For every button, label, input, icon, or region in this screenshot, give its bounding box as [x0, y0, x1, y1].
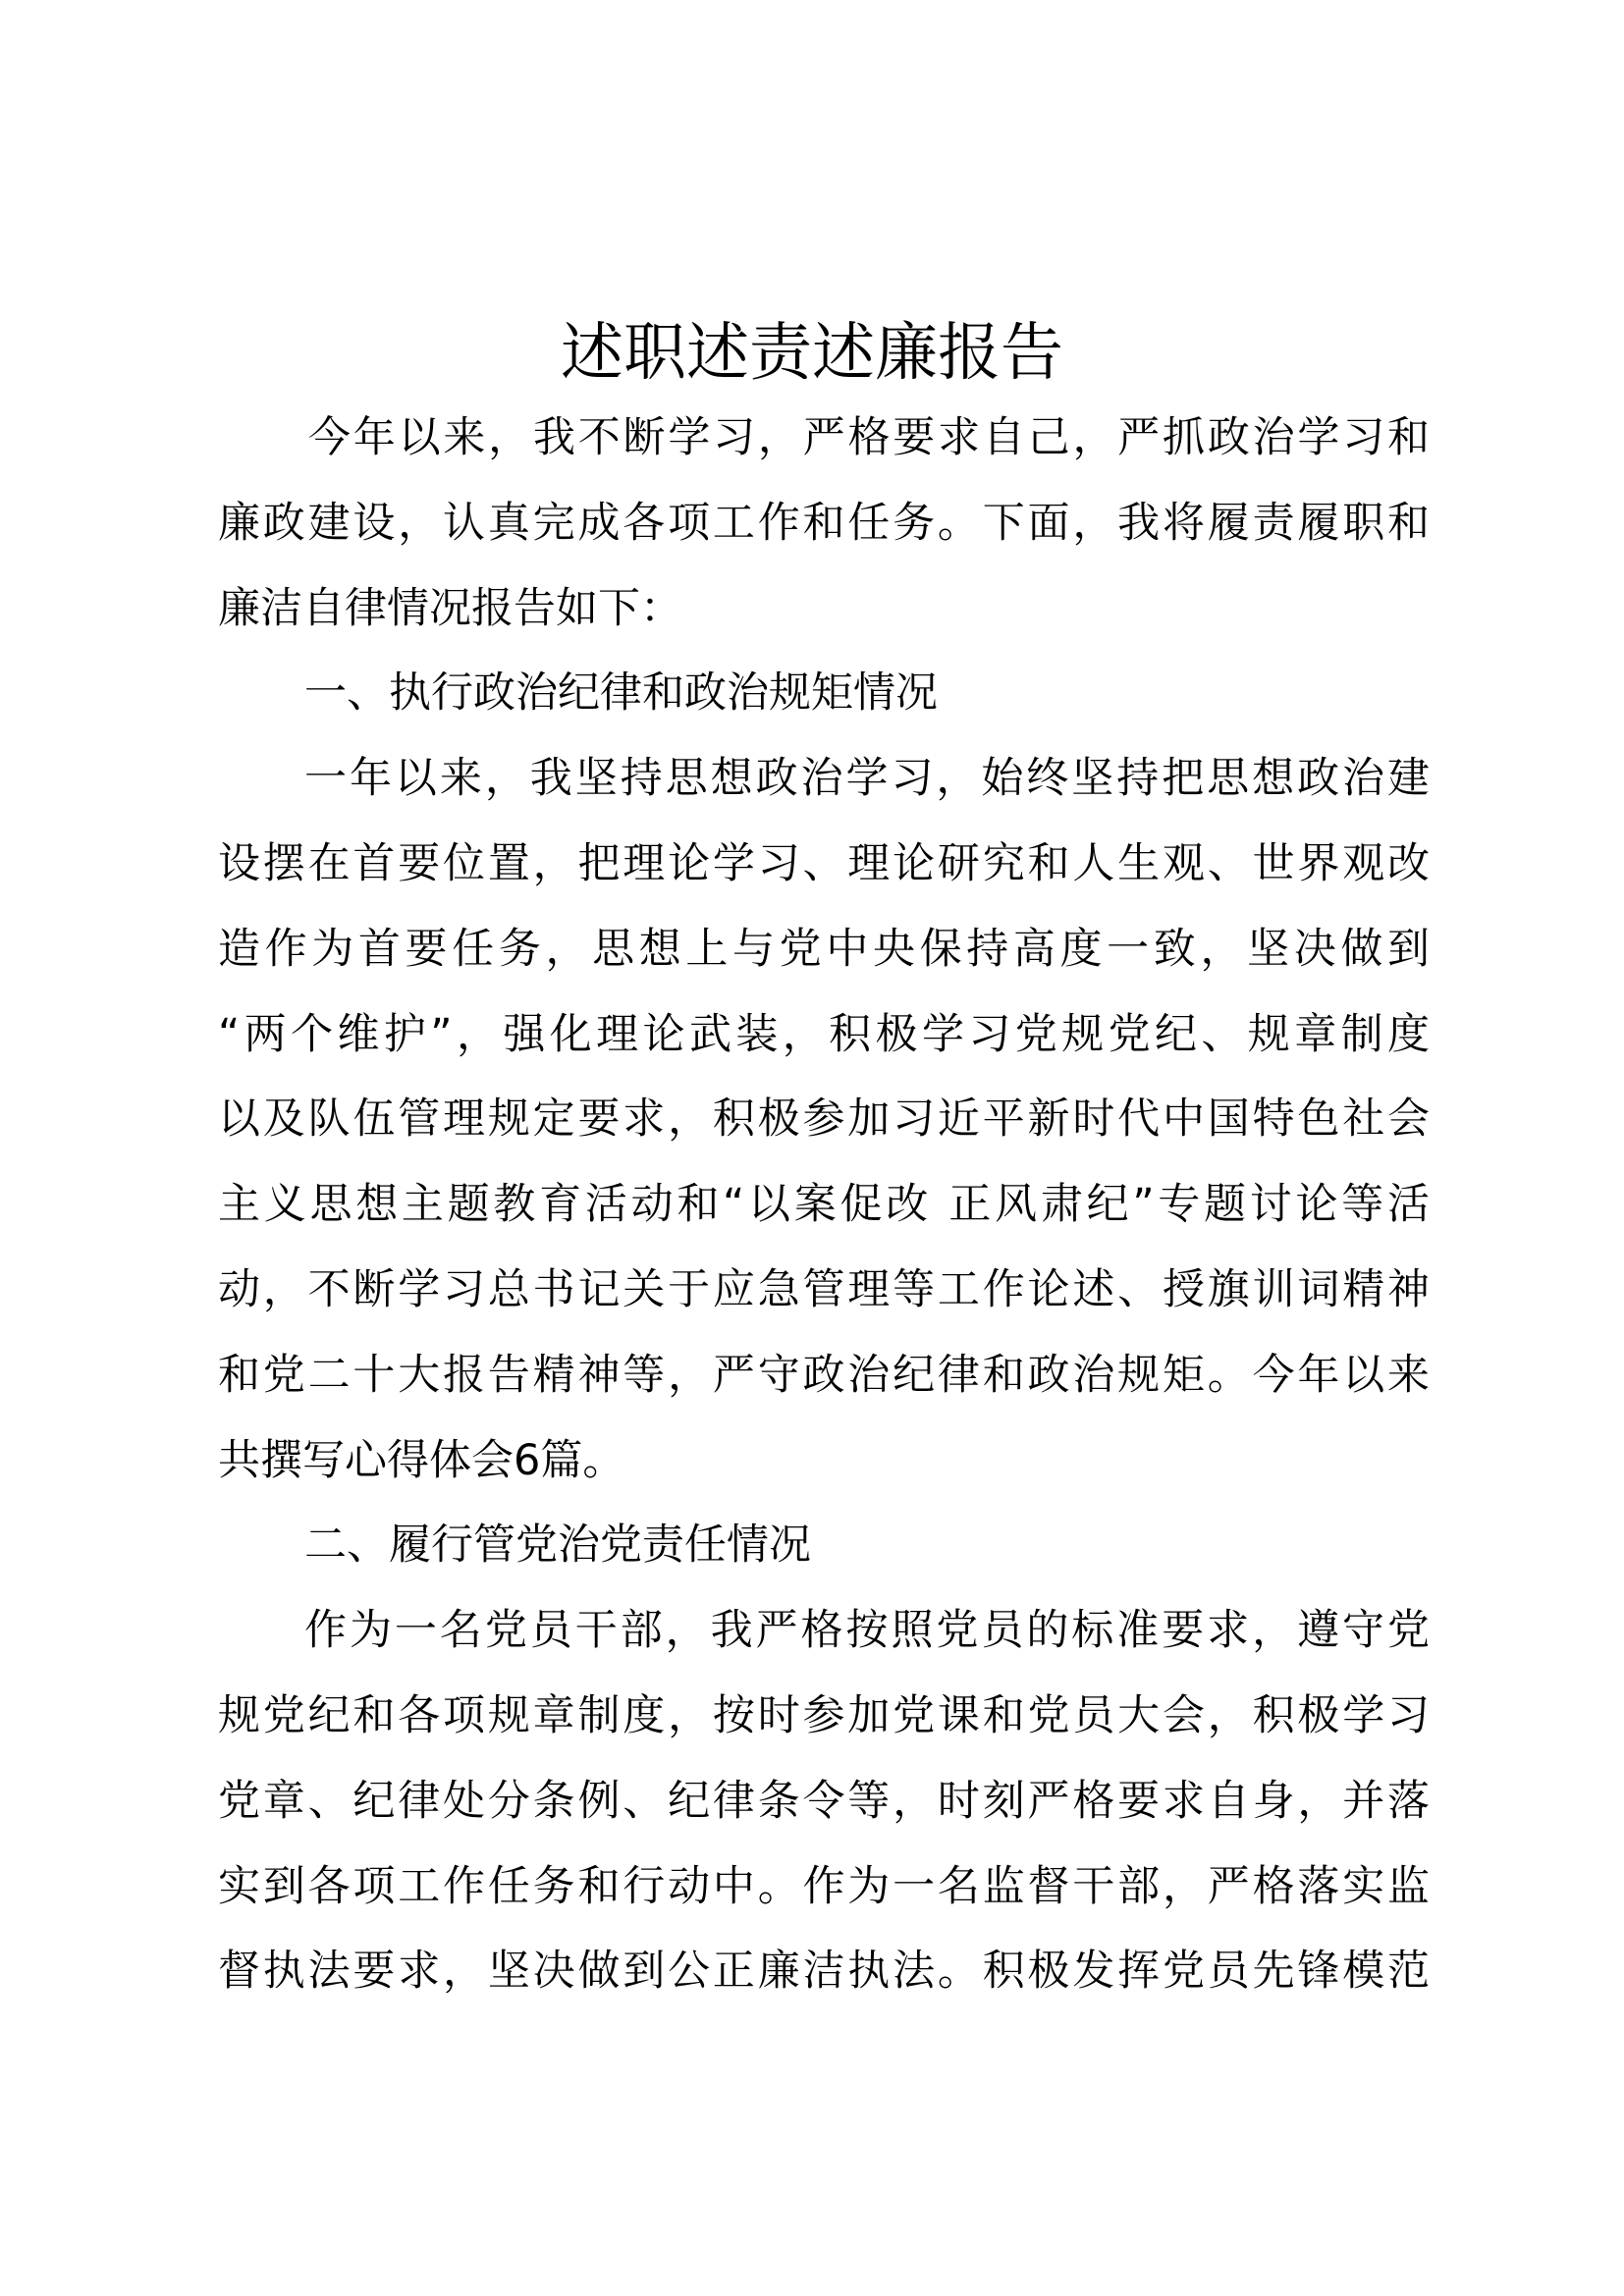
paragraph-intro-line: 廉政建设，认真完成各项工作和任务。下面，我将履责履职和: [218, 498, 1430, 548]
paragraph-line: 造作为首要任务，思想上与党中央保持高度一致，坚决做到: [218, 924, 1430, 974]
document-title: 述职述责述廉报告: [561, 317, 1063, 390]
paragraph-line: 作为一名党员干部，我严格按照党员的标准要求，遵守党: [304, 1606, 1430, 1656]
paragraph-line: 一年以来，我坚持思想政治学习，始终坚持把思想政治建: [304, 754, 1430, 804]
paragraph-line: 以及队伍管理规定要求，积极参加习近平新时代中国特色社会: [218, 1095, 1430, 1145]
paragraph-line: 实到各项工作任务和行动中。作为一名监督干部，严格落实监: [218, 1861, 1430, 1911]
paragraph-intro-line: 廉洁自律情况报告如下：: [218, 583, 682, 633]
paragraph-line: 动，不断学习总书记关于应急管理等工作论述、授旗训词精神: [218, 1264, 1430, 1314]
section-heading-1: 一、执行政治纪律和政治规矩情况: [304, 668, 938, 719]
paragraph-intro-line: 今年以来，我不断学习，严格要求自己，严抓政治学习和: [308, 413, 1430, 462]
section-heading-2: 二、履行管党治党责任情况: [304, 1521, 811, 1571]
paragraph-line: 规党纪和各项规章制度，按时参加党课和党员大会，积极学习: [218, 1690, 1430, 1740]
document-body: [218, 396, 1430, 2014]
paragraph-line: “两个维护”，强化理论武装，积极学习党规党纪、规章制度: [218, 1009, 1430, 1059]
paragraph-line: 主义思想主题教育活动和“以案促改 正风肃纪”专题讨论等活: [218, 1180, 1430, 1230]
paragraph-line: 党章、纪律处分条例、纪律条令等，时刻严格要求自身，并落: [218, 1776, 1430, 1826]
paragraph-line: 设摆在首要位置，把理论学习、理论研究和人生观、世界观改: [218, 838, 1430, 888]
paragraph-line: 共撰写心得体会6篇。: [218, 1435, 625, 1485]
paragraph-line: 督执法要求，坚决做到公正廉洁执法。积极发挥党员先锋模范: [218, 1947, 1430, 1997]
paragraph-line: 和党二十大报告精神等，严守政治纪律和政治规矩。今年以来: [218, 1350, 1430, 1400]
